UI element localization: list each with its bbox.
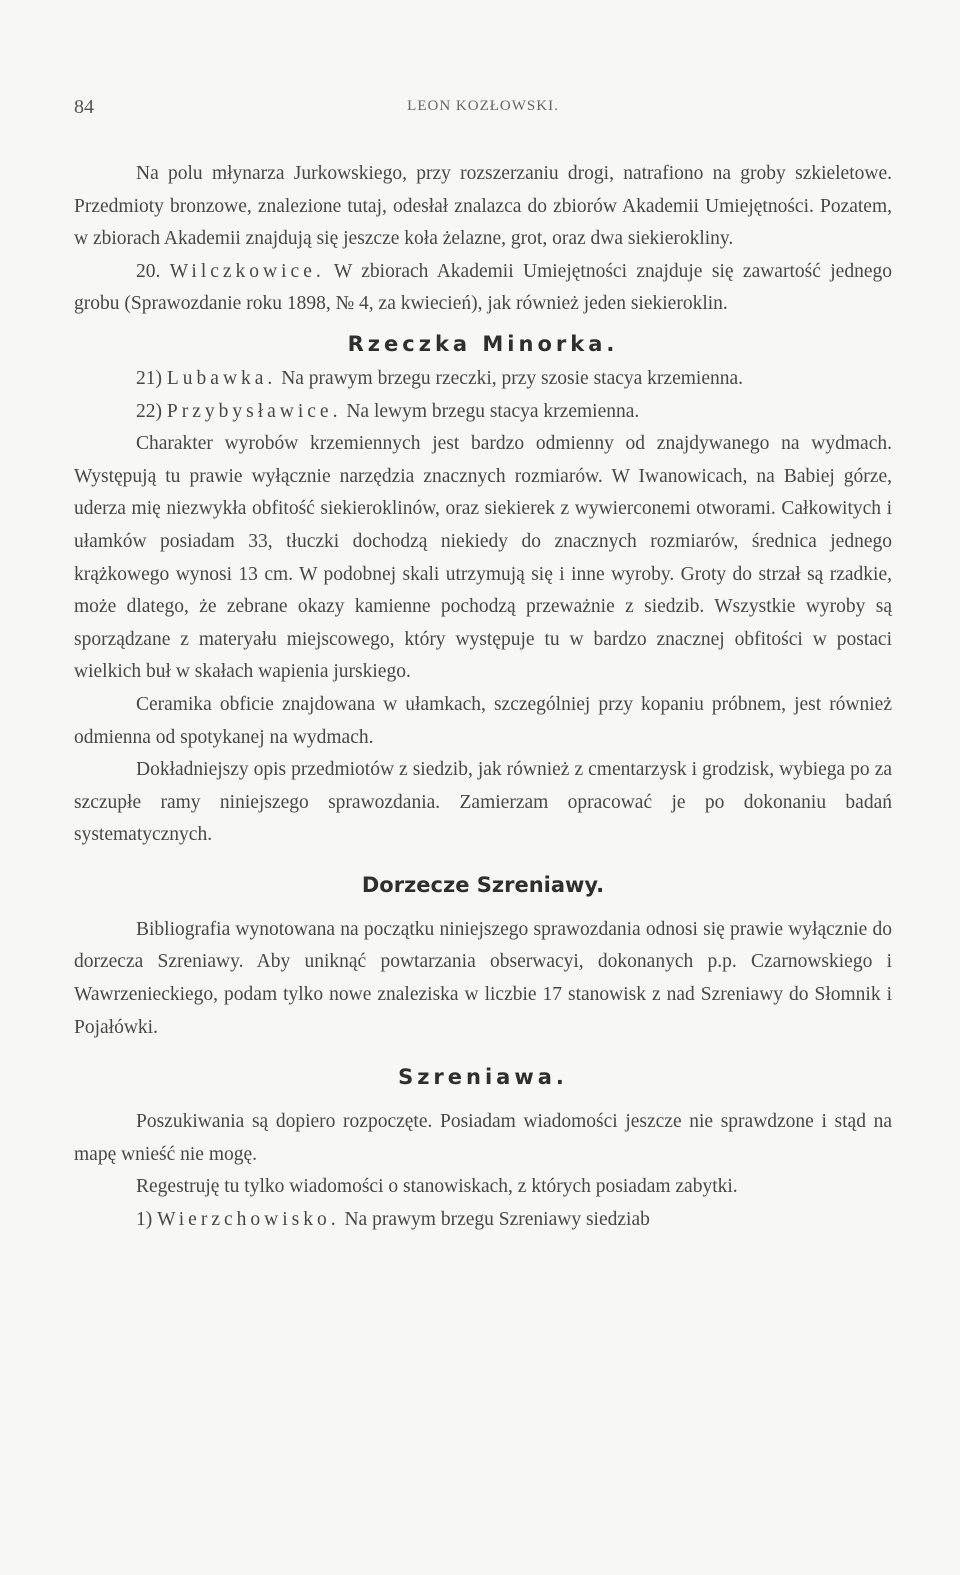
- paragraph: Dokładniejszy opis przedmiotów z siedzib, jak również z cmentarzysk i grodzisk, wybiega po za szczupłe ramy niniejszego sprawozdania. Zamierzam opracować je po dokonaniu badań systematycznych.: [74, 759, 892, 846]
- page-number: 84: [74, 96, 94, 118]
- paragraph-entry: [74, 256, 892, 321]
- paragraph: Ceramika obficie znajdowana w ułamkach, szczególniej przy kopaniu próbnem, jest również odmienna od spotykanej na wydmach.: [74, 693, 892, 748]
- paragraph: Regestruję tu tylko wiadomości o stanowiskach, z których posiadam zabytki.: [136, 1176, 738, 1198]
- page-header: [74, 96, 892, 124]
- entry-number: 1): [136, 1209, 153, 1231]
- paragraph-entry: [74, 396, 892, 429]
- entry-place-name: Lubawka.: [166, 367, 277, 389]
- section-heading: Szreniawa.: [398, 1065, 568, 1090]
- section-heading: Rzeczka Minorka.: [347, 331, 619, 356]
- paragraph: Na polu młynarza Jurkowskiego, przy rozszerzaniu drogi, natrafiono na groby szkieletowe. Przedmioty bronzowe, znalezione tutaj, odesłał znalazca do zbiorów Akademii Umiejętności. Pozatem, w zbiorach Akademii znajdują się jeszcze koła żelazne, grot, oraz dwa siekierokliny.: [74, 163, 892, 250]
- body-text: [74, 158, 892, 1237]
- paragraph-entry: [74, 363, 892, 396]
- paragraph: Poszukiwania są dopiero rozpoczęte. Posiadam wiadomości jeszcze nie sprawdzone i stąd na mapę wnieść nie mogę.: [74, 1111, 892, 1165]
- entry-place-name: Przybysławice.: [166, 400, 342, 422]
- paragraph: Charakter wyrobów krzemiennych jest bardzo odmienny od znajdywanego na wydmach. Występują tu prawie wyłącznie narzędzia znacznych rozmiarów. W Iwanowicach, na Babiej górze, uderza mię niezwykła obfitość siekieroklinów, oraz siekierek z wywierconemi otworami. Całkowitych i ułamków posiadam 33, tłuczki dochodzą niekiedy do znacznych rozmiarów, średnica jednego krążkowego wynosi 13 cm. W podobnej skali utrzymują się i inne wyroby. Groty do strzał są rzadkie, może dlatego, że zebrane okazy kamienne pochodzą przeważnie z siedzib. Wszystkie wyroby są sporządzane z materyału miejscowego, który występuje tu w bardzo znacznej obfitości w postaci wielkich buł w skałach wapienia jurskiego.: [74, 433, 892, 683]
- entry-text: Na prawym brzegu rzeczki, przy szosie stacya krzemienna.: [281, 367, 744, 389]
- entry-text: W zbiorach Akademii Umiejętności znajduje się zawartość jednego grobu (Sprawozdanie roku 1898, № 4, za kwiecień), jak również jeden siekieroklin.: [74, 260, 892, 315]
- entry-place-name: Wierzchowisko.: [157, 1209, 340, 1231]
- entry-place-name: Wilczkowice.: [169, 260, 325, 282]
- running-head: LEON KOZŁOWSKI.: [407, 98, 559, 114]
- entry-text: Na prawym brzegu Szreniawy siedziab: [344, 1209, 650, 1231]
- entry-number: 22): [136, 400, 162, 422]
- paragraph: Bibliografia wynotowana na początku niniejszego sprawozdania odnosi się prawie wyłącznie do dorzecza Szreniawy. Aby uniknąć powtarzania obserwacyi, dokonanych p.p. Czarnowskiego i Wawrzenieckiego, podam tylko nowe znaleziska w liczbie 17 stanowisk z nad Szreniawy do Słomnik i Pojałówki.: [74, 918, 892, 1038]
- entry-number: 20.: [136, 260, 161, 282]
- section-heading: Dorzecze Szreniawy.: [361, 872, 605, 897]
- entry-text: Na lewym brzegu stacya krzemienna.: [346, 400, 640, 422]
- entry-number: 21): [136, 367, 162, 389]
- paragraph-entry: [74, 1204, 892, 1237]
